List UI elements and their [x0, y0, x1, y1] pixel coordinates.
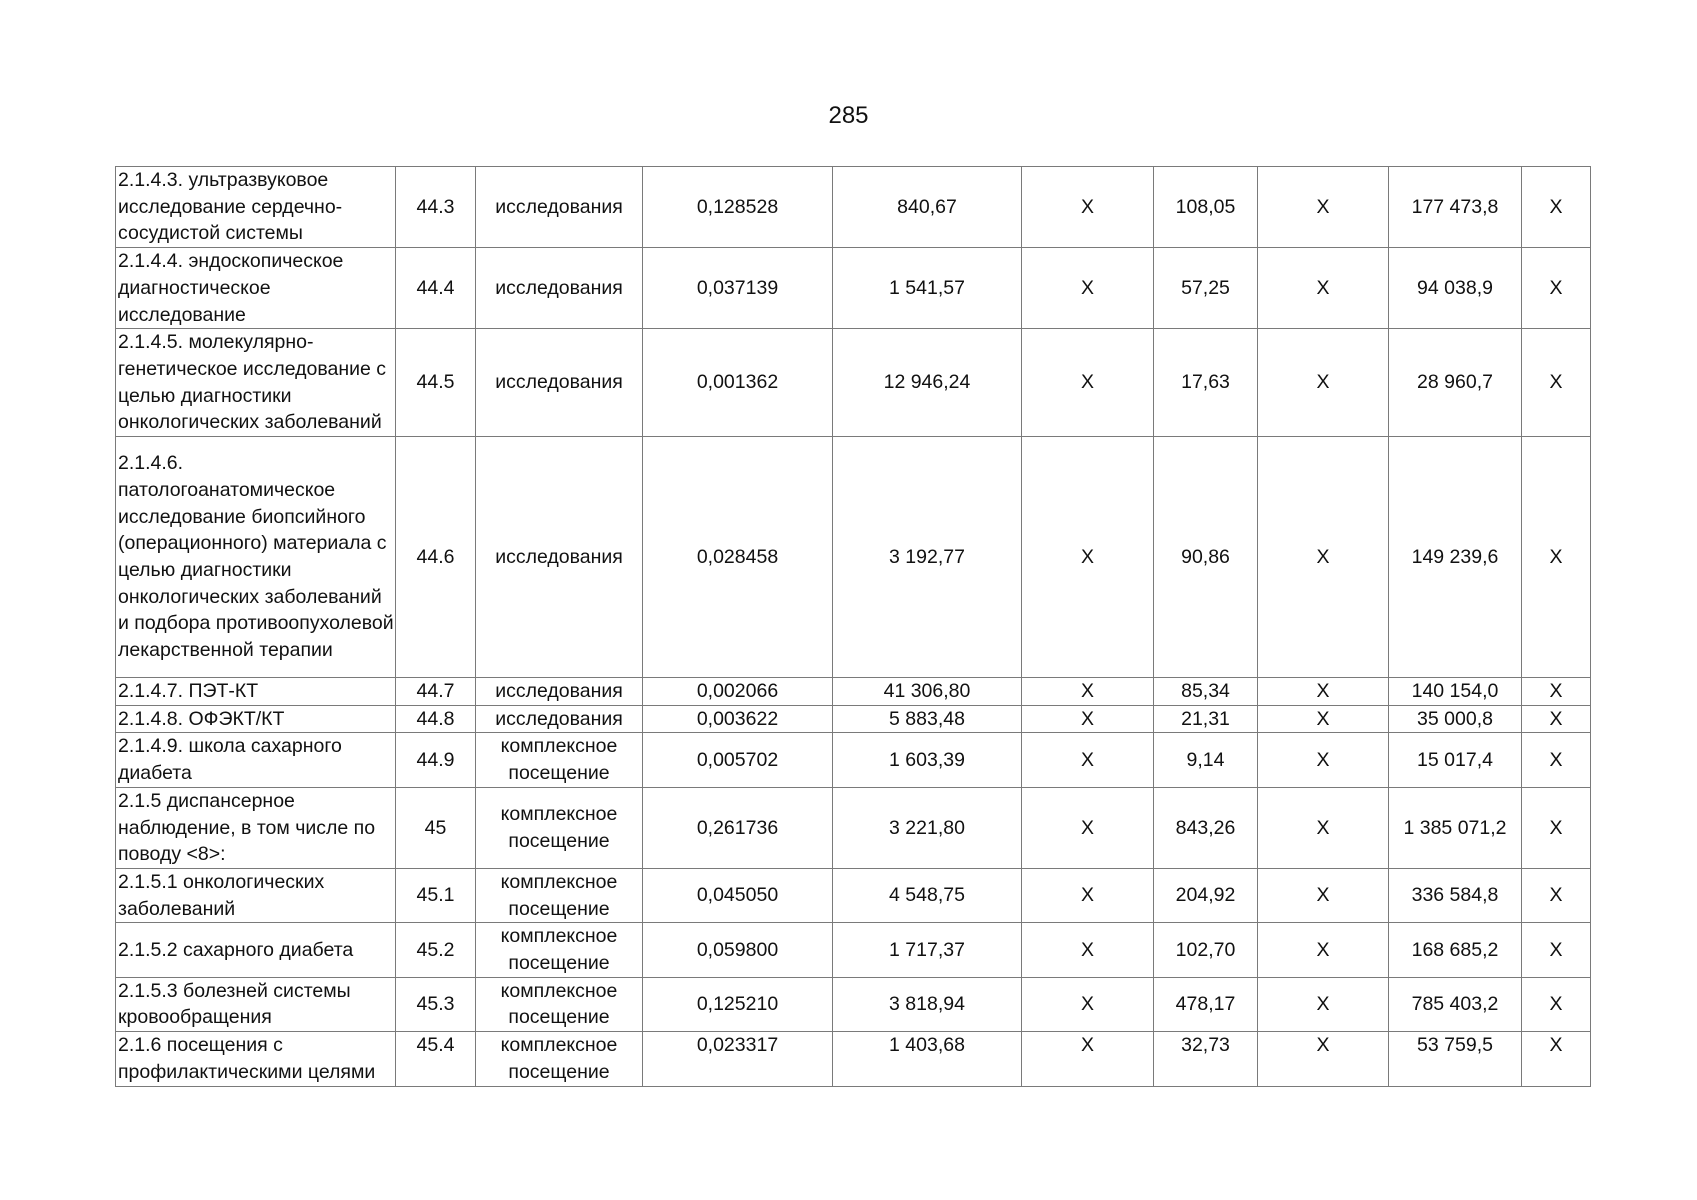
- row-name: 2.1.5 диспансерное наблюдение, в том числе по поводу <8>:: [116, 787, 396, 868]
- row-x1: Х: [1022, 787, 1154, 868]
- row-unit: комплексное посещение: [476, 977, 643, 1031]
- row-code: 45.4: [396, 1032, 476, 1086]
- row-x2: Х: [1258, 167, 1389, 248]
- row-norm: 0,002066: [643, 678, 833, 706]
- row-norm: 0,037139: [643, 248, 833, 329]
- row-x1: Х: [1022, 705, 1154, 733]
- row-name: 2.1.4.3. ультразвуковое исследование сердечно-сосудистой системы: [116, 167, 396, 248]
- row-cost: 840,67: [833, 167, 1022, 248]
- row-total: 28 960,7: [1389, 329, 1522, 437]
- row-norm: 0,003622: [643, 705, 833, 733]
- row-x2: Х: [1258, 437, 1389, 678]
- row-x3: Х: [1522, 1032, 1591, 1086]
- row-code: 44.4: [396, 248, 476, 329]
- row-unit: комплексное посещение: [476, 733, 643, 787]
- row-total: 168 685,2: [1389, 923, 1522, 977]
- row-per-capita: 17,63: [1154, 329, 1258, 437]
- row-norm: 0,028458: [643, 437, 833, 678]
- row-code: 44.6: [396, 437, 476, 678]
- row-per-capita: 108,05: [1154, 167, 1258, 248]
- row-unit: комплексное посещение: [476, 923, 643, 977]
- row-x2: Х: [1258, 787, 1389, 868]
- row-per-capita: 843,26: [1154, 787, 1258, 868]
- row-cost: 4 548,75: [833, 868, 1022, 922]
- row-code: 44.8: [396, 705, 476, 733]
- row-x3: Х: [1522, 977, 1591, 1031]
- row-name: 2.1.4.5. молекулярно-генетическое исследование с целью диагностики онкологических заболеваний: [116, 329, 396, 437]
- row-cost: 3 192,77: [833, 437, 1022, 678]
- row-norm: 0,125210: [643, 977, 833, 1031]
- row-x1: Х: [1022, 1032, 1154, 1086]
- table-row: [116, 437, 1591, 678]
- row-x1: Х: [1022, 248, 1154, 329]
- row-per-capita: 204,92: [1154, 868, 1258, 922]
- row-total: 140 154,0: [1389, 678, 1522, 706]
- row-unit: исследования: [476, 167, 643, 248]
- row-per-capita: 478,17: [1154, 977, 1258, 1031]
- row-total: 177 473,8: [1389, 167, 1522, 248]
- row-x3: Х: [1522, 868, 1591, 922]
- row-code: 44.9: [396, 733, 476, 787]
- row-unit: исследования: [476, 248, 643, 329]
- row-total: 336 584,8: [1389, 868, 1522, 922]
- row-x2: Х: [1258, 977, 1389, 1031]
- row-x2: Х: [1258, 705, 1389, 733]
- row-code: 44.3: [396, 167, 476, 248]
- row-code: 45.1: [396, 868, 476, 922]
- row-norm: 0,059800: [643, 923, 833, 977]
- row-unit: исследования: [476, 705, 643, 733]
- row-x2: Х: [1258, 329, 1389, 437]
- table-row: [116, 167, 1591, 248]
- row-cost: 1 403,68: [833, 1032, 1022, 1086]
- row-unit: комплексное посещение: [476, 787, 643, 868]
- row-norm: 0,005702: [643, 733, 833, 787]
- row-x2: Х: [1258, 678, 1389, 706]
- row-cost: 3 818,94: [833, 977, 1022, 1031]
- row-total: 1 385 071,2: [1389, 787, 1522, 868]
- table-row: [116, 868, 1591, 922]
- row-code: 45.2: [396, 923, 476, 977]
- row-unit: исследования: [476, 437, 643, 678]
- row-total: 149 239,6: [1389, 437, 1522, 678]
- row-total: 53 759,5: [1389, 1032, 1522, 1086]
- row-norm: 0,045050: [643, 868, 833, 922]
- row-per-capita: 21,31: [1154, 705, 1258, 733]
- row-x2: Х: [1258, 868, 1389, 922]
- row-x3: Х: [1522, 437, 1591, 678]
- row-unit: исследования: [476, 329, 643, 437]
- row-x2: Х: [1258, 733, 1389, 787]
- row-name: 2.1.4.8. ОФЭКТ/КТ: [116, 705, 396, 733]
- table-row: [116, 705, 1591, 733]
- row-x1: Х: [1022, 923, 1154, 977]
- row-code: 44.5: [396, 329, 476, 437]
- row-cost: 3 221,80: [833, 787, 1022, 868]
- row-code: 45: [396, 787, 476, 868]
- row-total: 785 403,2: [1389, 977, 1522, 1031]
- row-name: 2.1.4.9. школа сахарного диабета: [116, 733, 396, 787]
- table-row: [116, 733, 1591, 787]
- row-unit: комплексное посещение: [476, 868, 643, 922]
- row-x2: Х: [1258, 248, 1389, 329]
- row-per-capita: 9,14: [1154, 733, 1258, 787]
- row-x3: Х: [1522, 167, 1591, 248]
- row-cost: 1 541,57: [833, 248, 1022, 329]
- row-x1: Х: [1022, 329, 1154, 437]
- row-per-capita: 85,34: [1154, 678, 1258, 706]
- row-x1: Х: [1022, 678, 1154, 706]
- data-table: [115, 166, 1591, 1087]
- row-per-capita: 32,73: [1154, 1032, 1258, 1086]
- row-norm: 0,261736: [643, 787, 833, 868]
- row-norm: 0,128528: [643, 167, 833, 248]
- row-x1: Х: [1022, 733, 1154, 787]
- row-x1: Х: [1022, 977, 1154, 1031]
- row-x3: Х: [1522, 705, 1591, 733]
- row-x3: Х: [1522, 787, 1591, 868]
- row-x3: Х: [1522, 329, 1591, 437]
- row-norm: 0,001362: [643, 329, 833, 437]
- row-cost: 41 306,80: [833, 678, 1022, 706]
- row-unit: комплексное посещение: [476, 1032, 643, 1086]
- row-name: 2.1.4.6. патологоанатомическое исследование биопсийного (операционного) материала с целью диагностики онкологических заболеваний и подбора противоопухолевой лекарственной терапии: [116, 437, 396, 678]
- row-total: 35 000,8: [1389, 705, 1522, 733]
- row-total: 94 038,9: [1389, 248, 1522, 329]
- row-x2: Х: [1258, 923, 1389, 977]
- row-cost: 1 717,37: [833, 923, 1022, 977]
- row-x1: Х: [1022, 868, 1154, 922]
- row-name: 2.1.4.4. эндоскопическое диагностическое исследование: [116, 248, 396, 329]
- row-x2: Х: [1258, 1032, 1389, 1086]
- table-row: [116, 248, 1591, 329]
- table-row: [116, 923, 1591, 977]
- row-name: 2.1.5.3 болезней системы кровообращения: [116, 977, 396, 1031]
- row-name: 2.1.6 посещения с профилактическими целями: [116, 1032, 396, 1086]
- row-x1: Х: [1022, 437, 1154, 678]
- row-code: 45.3: [396, 977, 476, 1031]
- table-row: [116, 1032, 1591, 1086]
- row-cost: 1 603,39: [833, 733, 1022, 787]
- table-row: [116, 977, 1591, 1031]
- row-unit: исследования: [476, 678, 643, 706]
- row-x3: Х: [1522, 923, 1591, 977]
- row-x1: Х: [1022, 167, 1154, 248]
- row-x3: Х: [1522, 733, 1591, 787]
- row-name: 2.1.5.2 сахарного диабета: [116, 923, 396, 977]
- row-cost: 12 946,24: [833, 329, 1022, 437]
- row-x3: Х: [1522, 248, 1591, 329]
- row-per-capita: 90,86: [1154, 437, 1258, 678]
- row-name: 2.1.4.7. ПЭТ-КТ: [116, 678, 396, 706]
- page-number: 285: [828, 102, 869, 129]
- row-norm: 0,023317: [643, 1032, 833, 1086]
- row-code: 44.7: [396, 678, 476, 706]
- row-per-capita: 102,70: [1154, 923, 1258, 977]
- row-per-capita: 57,25: [1154, 248, 1258, 329]
- row-x3: Х: [1522, 678, 1591, 706]
- table-body: [116, 167, 1591, 1087]
- table-row: [116, 787, 1591, 868]
- row-cost: 5 883,48: [833, 705, 1022, 733]
- row-total: 15 017,4: [1389, 733, 1522, 787]
- table-row: [116, 678, 1591, 706]
- table-row: [116, 329, 1591, 437]
- row-name: 2.1.5.1 онкологических заболеваний: [116, 868, 396, 922]
